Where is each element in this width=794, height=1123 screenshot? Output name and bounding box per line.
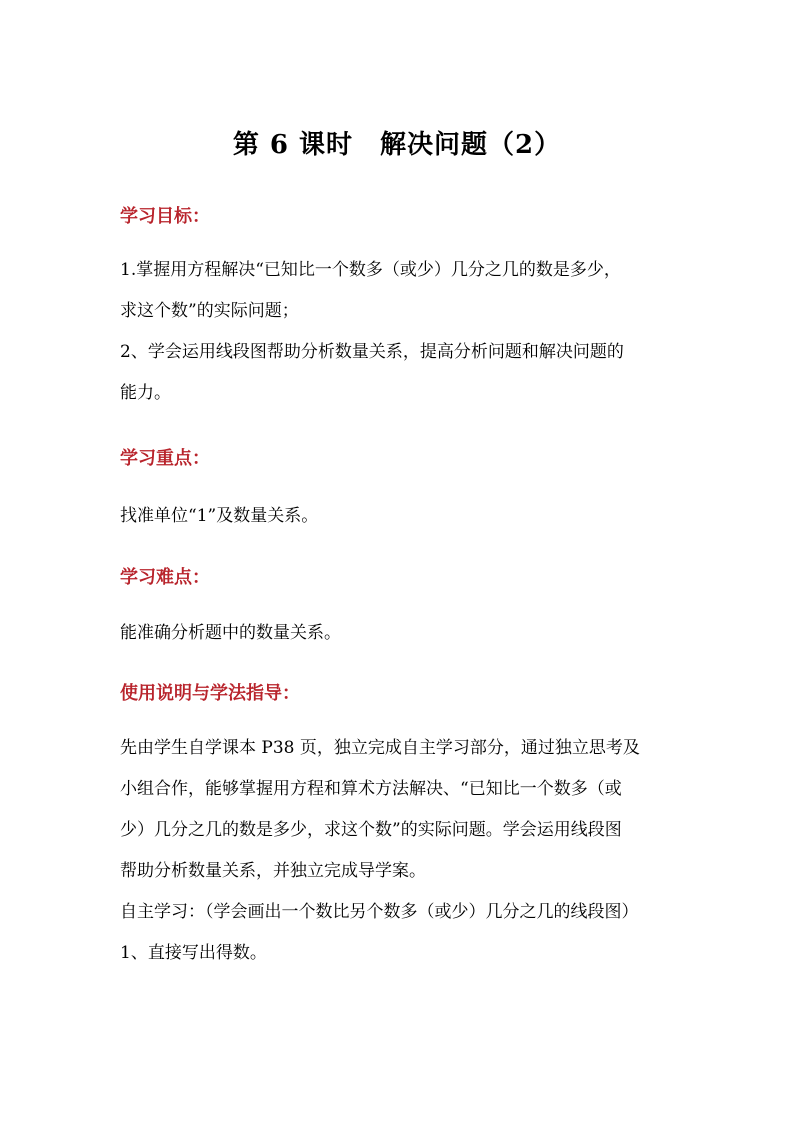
- guidance-line: 自主学习：（学会画出一个数比另个数多（或少）几分之几的线段图）: [120, 902, 639, 922]
- objectives-paragraph: [120, 250, 680, 414]
- objectives-line: 求这个数”的实际问题；: [120, 301, 299, 321]
- key-points-paragraph: [120, 496, 680, 537]
- difficulties-paragraph: [120, 613, 680, 654]
- guidance-heading: 使用说明与学法指导：: [120, 683, 300, 704]
- key-point-text: 找准单位“1”及数量关系。: [120, 506, 319, 526]
- objectives-line: 1.掌握用方程解决“已知比一个数多（或少）几分之几的数是多少，: [120, 260, 621, 280]
- page-title: 第 6 课时 解决问题（2）: [232, 130, 562, 160]
- objectives-line: 能力。: [120, 383, 171, 403]
- guidance-line: 少）几分之几的数是多少，求这个数”的实际问题。学会运用线段图: [120, 820, 622, 840]
- key-points-heading: 学习重点：: [120, 448, 210, 469]
- difficulty-text: 能准确分析题中的数量关系。: [120, 623, 341, 643]
- objectives-line: 2、学会运用线段图帮助分析数量关系，提高分析问题和解决问题的: [120, 342, 624, 362]
- difficulties-heading: 学习难点：: [120, 567, 210, 588]
- guidance-line: 1、直接写出得数。: [120, 943, 267, 963]
- objectives-heading: 学习目标：: [120, 206, 210, 227]
- guidance-line: 帮助分析数量关系，并独立完成导学案。: [120, 861, 426, 881]
- guidance-line: 小组合作，能够掌握用方程和算术方法解决、“已知比一个数多（或: [120, 779, 622, 799]
- guidance-line: 先由学生自学课本 P38 页，独立完成自主学习部分，通过独立思考及: [120, 738, 640, 758]
- guidance-paragraph: [120, 728, 680, 974]
